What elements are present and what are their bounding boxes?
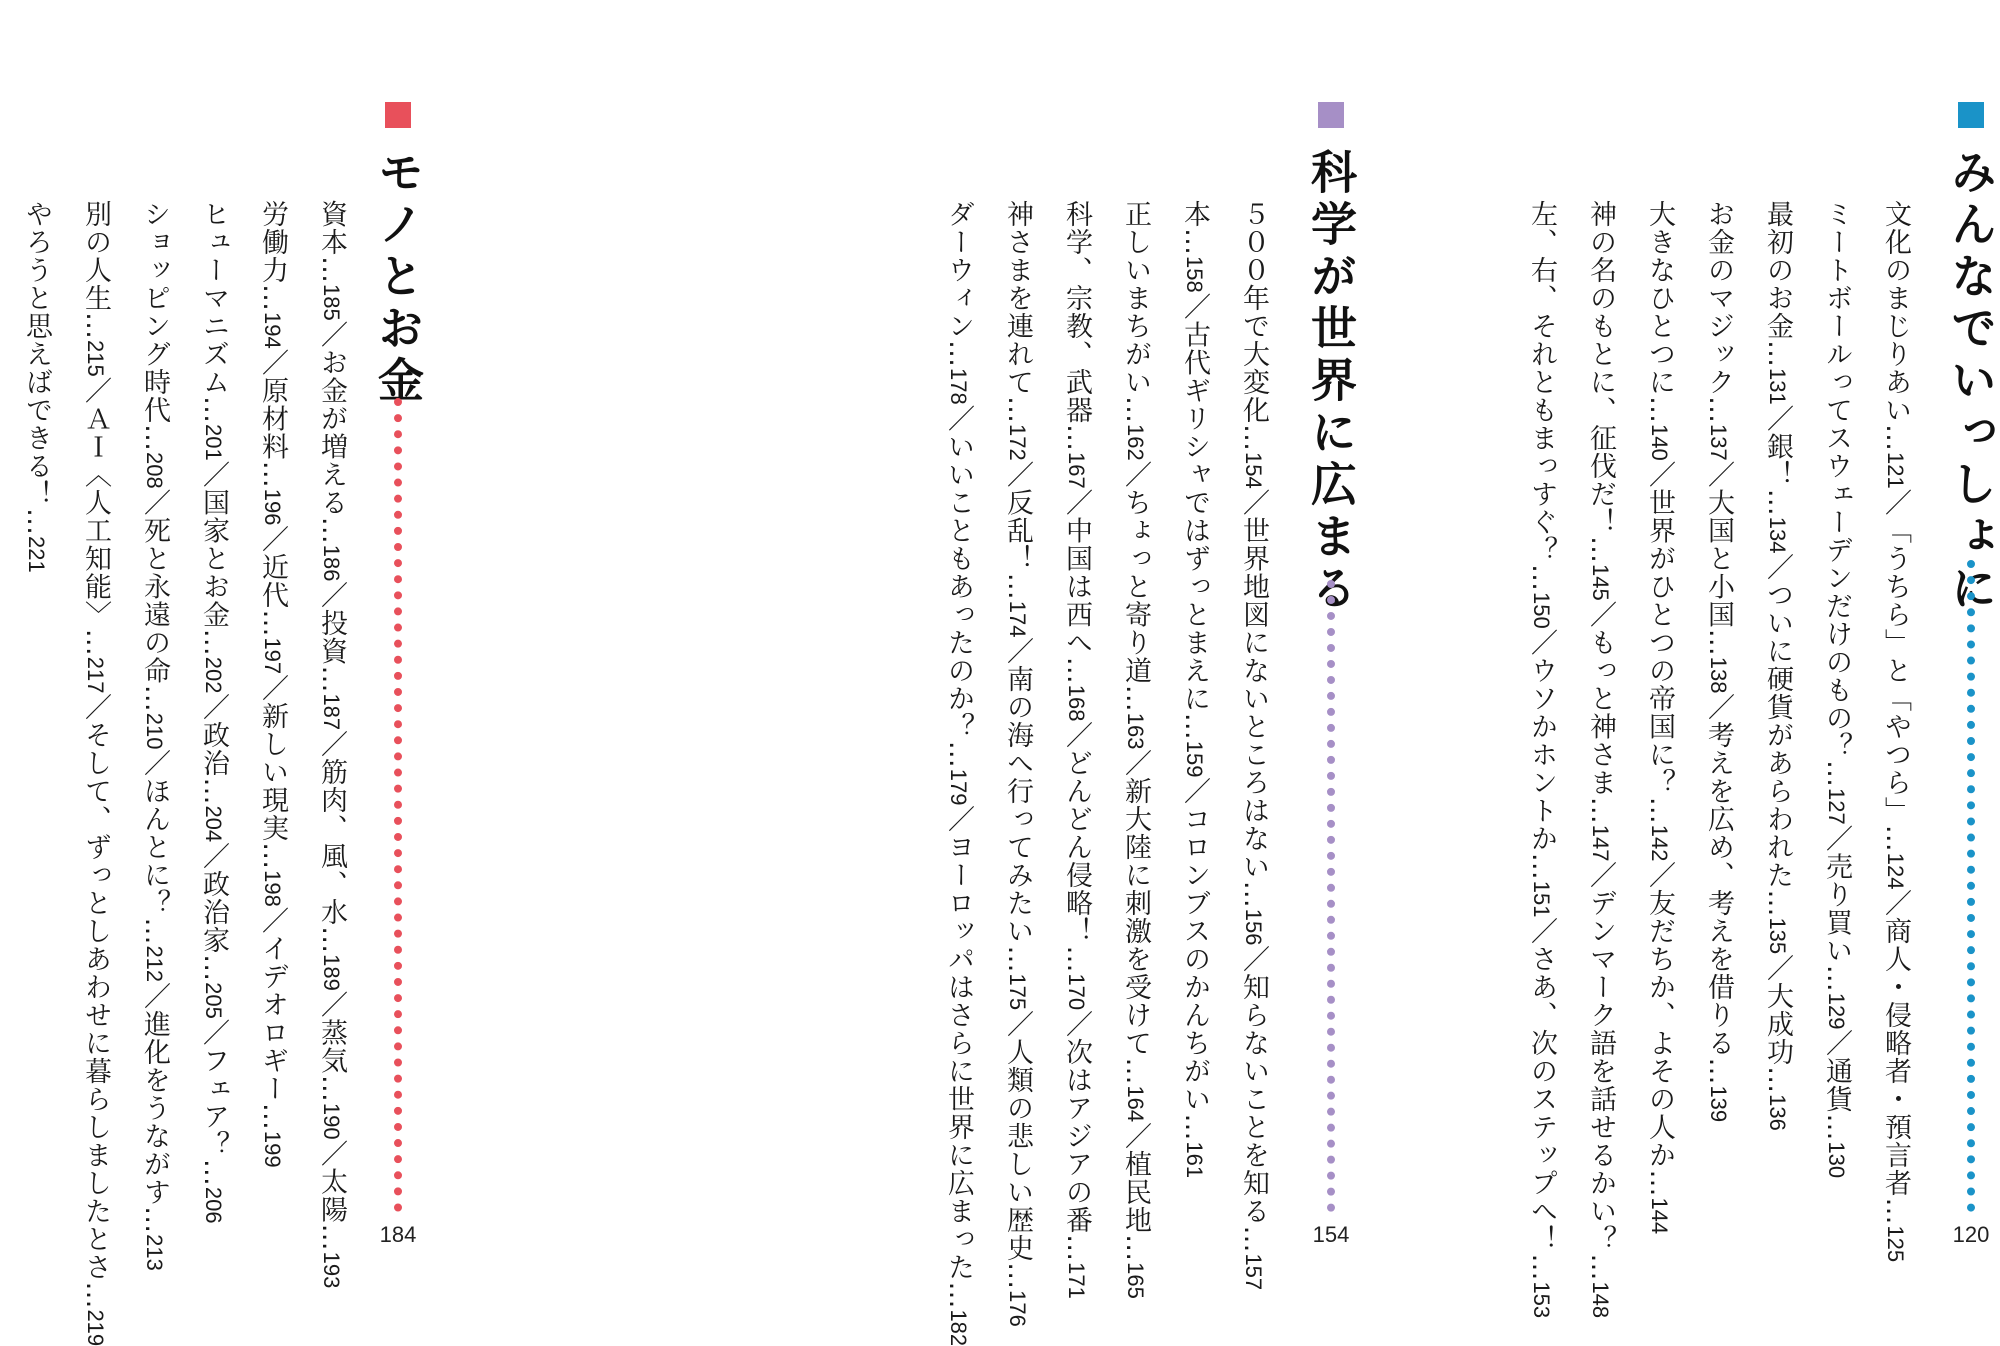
toc-page-number: 204 (201, 805, 226, 843)
toc-page-number: 193 (319, 1251, 344, 1289)
toc-entry-title: ／南の海へ行ってみたい… (1002, 637, 1033, 974)
toc-page-number: 185 (319, 284, 344, 321)
toc-entry-line (1181, 200, 1208, 1178)
toc-entry-title: ／大国と小国… (1703, 460, 1734, 657)
toc-page-number: 172 (1005, 424, 1030, 461)
toc-page-number: 130 (1824, 1141, 1849, 1179)
toc-entry-title: ／ちょっと寄り道… (1120, 460, 1151, 713)
toc-page-number: 131 (1765, 368, 1790, 405)
toc-entry-title: ／新大陸に刺激を受けて… (1120, 749, 1151, 1086)
toc-entry-title: ／知らないことを知る… (1238, 945, 1269, 1254)
toc-entry-title: ／太陽… (316, 1139, 347, 1252)
toc-page-number: 125 (1883, 1225, 1908, 1263)
toc-entry-title: ／政治家… (198, 842, 229, 983)
toc-page-number: 137 (1706, 424, 1731, 461)
toc-entry-line (1646, 200, 1673, 1234)
toc-page-number: 136 (1765, 1094, 1790, 1131)
toc-page-number: 127 (1824, 788, 1849, 825)
toc-entry-title: 神さまを連れて… (1002, 200, 1033, 424)
toc-entry-title: 大きなひとつに… (1644, 200, 1675, 424)
toc-page-number: 135 (1765, 917, 1790, 955)
toc-entry-title: 左、右、それともまっすぐ？… (1526, 200, 1557, 592)
toc-page-number: 206 (201, 1186, 226, 1224)
toc-page-number: 170 (1064, 973, 1089, 1011)
toc-page-number: 212 (142, 945, 167, 983)
toc-entry-title: ／蒸気… (316, 990, 347, 1103)
toc-page-number: 217 (83, 656, 108, 694)
toc-entry-title: ／どんどん侵略！… (1061, 721, 1092, 974)
toc-entry-title: 科学、宗教、武器… (1061, 200, 1092, 452)
toc-page-number: 147 (1588, 824, 1613, 862)
toc-page-number: 165 (1123, 1262, 1148, 1299)
toc-page-number: 201 (201, 424, 226, 461)
toc-entry-title: ／通貨… (1821, 1029, 1852, 1142)
toc-entry-title: ／いいこともあったのか？… (943, 404, 974, 769)
toc-page-number: 148 (1588, 1281, 1613, 1319)
toc-page-number: 171 (1064, 1262, 1089, 1299)
toc-page-number: 182 (946, 1309, 971, 1346)
section-marker-square (1958, 102, 1984, 128)
toc-page-number: 197 (260, 637, 285, 675)
toc-entry-title: 資本… (316, 200, 347, 284)
toc-page-number: 142 (1647, 824, 1672, 862)
toc-page-number: 163 (1123, 712, 1148, 750)
toc-page-number: 208 (142, 452, 167, 489)
toc-entry-title: 正しいまちがい… (1120, 200, 1151, 424)
toc-page-number: 219 (83, 1309, 108, 1346)
toc-entry-title: ／イデオロギー… (257, 906, 288, 1131)
toc-entry-line (259, 200, 286, 1168)
section-marker-square (1318, 102, 1344, 128)
toc-page-number: 221 (24, 536, 49, 573)
toc-entry-title: ／お金が増える… (316, 320, 347, 545)
toc-page-number: 164 (1123, 1085, 1148, 1123)
toc-page-number: 158 (1182, 256, 1207, 293)
toc-entry-line (1764, 200, 1791, 1131)
toc-page-number: 199 (260, 1130, 285, 1168)
toc-page-number: 176 (1005, 1290, 1030, 1327)
toc-page-number: 190 (319, 1102, 344, 1140)
toc-entry-line (1587, 200, 1614, 1318)
toc-entry-line (23, 200, 50, 573)
toc-page-number: 213 (142, 1234, 167, 1271)
toc-entry-title: ミートボールってスウェーデンだけのもの？… (1821, 200, 1852, 788)
toc-entry-line (200, 200, 227, 1224)
toc-entry-title: 別の人生… (80, 200, 111, 340)
toc-page-number: 174 (1005, 600, 1030, 638)
toc-page-number: 189 (319, 954, 344, 991)
toc-entry-title: ／さあ、次のステップへ！… (1526, 917, 1557, 1282)
toc-entry-title: ／銀！… (1762, 404, 1793, 517)
toc-entry-title: ／新しい現実… (257, 674, 288, 871)
section-page-number: 154 (1312, 1222, 1350, 1247)
toc-entry-title: ／コロンブスのかんちがい… (1179, 777, 1210, 1142)
toc-page-number: 129 (1824, 992, 1849, 1030)
toc-entry-title: ／近代… (257, 525, 288, 638)
toc-entry-title: やろうと思えばできる！… (21, 200, 52, 536)
toc-entry-title: ／考えを広め、考えを借りる… (1703, 693, 1734, 1086)
toc-entry-line (82, 200, 109, 1346)
toc-page-number: 194 (260, 312, 285, 349)
toc-entry-title: お金のマジック… (1703, 200, 1734, 424)
section-title: 科学が世界に広まる (1304, 148, 1358, 616)
toc-entry-title: ／ウソかホントか… (1526, 628, 1557, 881)
toc-entry-title: ／反乱！… (1002, 460, 1033, 601)
toc-entry-title: ／人類の悲しい歴史… (1002, 1010, 1033, 1291)
toc-entry-title: ／中国は西へ… (1061, 488, 1092, 685)
toc-entry-title: ／政治… (198, 693, 229, 806)
toc-entry-title: 労働力… (257, 200, 288, 312)
toc-entry-title: ／もっと神さま… (1585, 600, 1616, 825)
toc-entry-title: ／世界がひとつの帝国に？… (1644, 460, 1675, 825)
toc-entry-line (1882, 200, 1909, 1262)
toc-entry-title: ／古代ギリシャではずっとまえに… (1179, 292, 1210, 741)
toc-entry-line (318, 200, 345, 1288)
toc-entry-title: 本… (1179, 200, 1210, 256)
toc-section-3 (360, 0, 460, 1334)
toc-entry-title: ダーウィン… (943, 200, 974, 368)
toc-page-number: 138 (1706, 656, 1731, 694)
toc-page-number: 205 (201, 982, 226, 1019)
toc-entry-line (1122, 200, 1149, 1299)
toc-entry-line (1004, 200, 1031, 1327)
toc-entry-title: 最初のお金… (1762, 200, 1793, 368)
toc-page-number: 202 (201, 656, 226, 694)
toc-entry-line (1705, 200, 1732, 1122)
toc-page-number: 162 (1123, 424, 1148, 461)
toc-entry-title: ／死と永遠の命… (139, 488, 170, 713)
toc-page-number: 168 (1064, 684, 1089, 722)
toc-entry-title: ／世界地図にないところはない… (1238, 488, 1269, 909)
toc-entry-title: ／ＡＩ〈人工知能〉… (80, 376, 111, 657)
section-title: モノとお金 (371, 148, 425, 408)
toc-page-number: 159 (1182, 740, 1207, 778)
section-page-number: 120 (1952, 1222, 1990, 1247)
toc-page-number: 124 (1883, 852, 1908, 890)
toc-page-number: 144 (1647, 1197, 1672, 1235)
toc-page-number: 151 (1529, 880, 1554, 918)
toc-entry-title: ／売り買い… (1821, 824, 1852, 993)
toc-entry-title: ／進化をうながす… (139, 982, 170, 1235)
toc-entry-title: ／投資… (316, 581, 347, 694)
toc-entry-title: ／ついに硬貨があらわれた… (1762, 553, 1793, 918)
toc-entry-line (1823, 200, 1850, 1178)
toc-page-number: 134 (1765, 516, 1790, 554)
toc-entry-line (1063, 200, 1090, 1299)
toc-entry-title: ／ほんとに？… (139, 749, 170, 946)
toc-entry-title: ／ヨーロッパはさらに世界に広まった… (943, 805, 974, 1310)
toc-entry-title: ／フェア？… (198, 1018, 229, 1187)
toc-entry-title: ／国家とお金… (198, 460, 229, 657)
toc-page-number: 161 (1182, 1141, 1207, 1179)
toc-page-number: 210 (142, 712, 167, 750)
section-title: みんなでいっしょに (1944, 148, 1998, 616)
toc-page-number: 196 (260, 488, 285, 526)
toc-page-number: 154 (1241, 452, 1266, 489)
toc-section-2 (1290, 0, 1390, 1334)
toc-entry-line (141, 200, 168, 1271)
section-page-number: 184 (379, 1222, 417, 1247)
toc-entry-title: ／デンマーク語を話せるかい？… (1585, 861, 1616, 1282)
toc-page-number: 186 (319, 544, 344, 582)
dotted-leader (1967, 560, 1975, 1212)
toc-page-number: 215 (83, 340, 108, 377)
toc-entry-title: ／商人・侵略者・預言者… (1880, 889, 1911, 1226)
toc-entry-title: ヒューマニズム… (198, 200, 229, 424)
toc-page-number: 198 (260, 870, 285, 907)
toc-page-number: 187 (319, 693, 344, 731)
toc-entry-title: ／筋肉、風、水… (316, 730, 347, 955)
toc-entry-title: ／植民地… (1120, 1122, 1151, 1263)
dotted-leader (1327, 580, 1335, 1212)
toc-page-number: 153 (1529, 1281, 1554, 1319)
toc-page-number: 140 (1647, 424, 1672, 461)
toc-entry-title: ５００年で大変化… (1238, 200, 1269, 452)
toc-entry-title: ／「うちら」と「やつら」… (1880, 488, 1911, 853)
toc-entry-line (945, 200, 972, 1346)
toc-page-number: 175 (1005, 973, 1030, 1011)
toc-page-number: 178 (946, 368, 971, 405)
toc-entry-line (1528, 200, 1555, 1318)
toc-page-number: 150 (1529, 592, 1554, 629)
toc-page-number: 139 (1706, 1085, 1731, 1123)
toc-page-number: 179 (946, 768, 971, 806)
toc-page-number: 157 (1241, 1253, 1266, 1291)
toc-entry-line (1240, 200, 1267, 1290)
toc-section-1 (1900, 0, 2000, 1334)
toc-entry-title: ／次はアジアの番… (1061, 1010, 1092, 1263)
toc-page-number: 145 (1588, 564, 1613, 601)
toc-entry-title: ／友だちか、よその人か… (1644, 861, 1675, 1198)
toc-page-number: 156 (1241, 908, 1266, 946)
toc-page-number: 121 (1883, 452, 1908, 489)
toc-entry-title: ／大成功… (1762, 954, 1793, 1095)
toc-entry-title: ショッピング時代… (139, 200, 170, 452)
toc-entry-title: 文化のまじりあい… (1880, 200, 1911, 452)
dotted-leader (394, 398, 402, 1212)
toc-page-number: 167 (1064, 452, 1089, 489)
section-marker-square (385, 102, 411, 128)
toc-entry-title: ／原材料… (257, 348, 288, 489)
toc-entry-title: 神の名のもとに、征伐だ！… (1585, 200, 1616, 564)
toc-entry-title: ／そして、ずっとしあわせに暮らしましたとさ… (80, 693, 111, 1310)
